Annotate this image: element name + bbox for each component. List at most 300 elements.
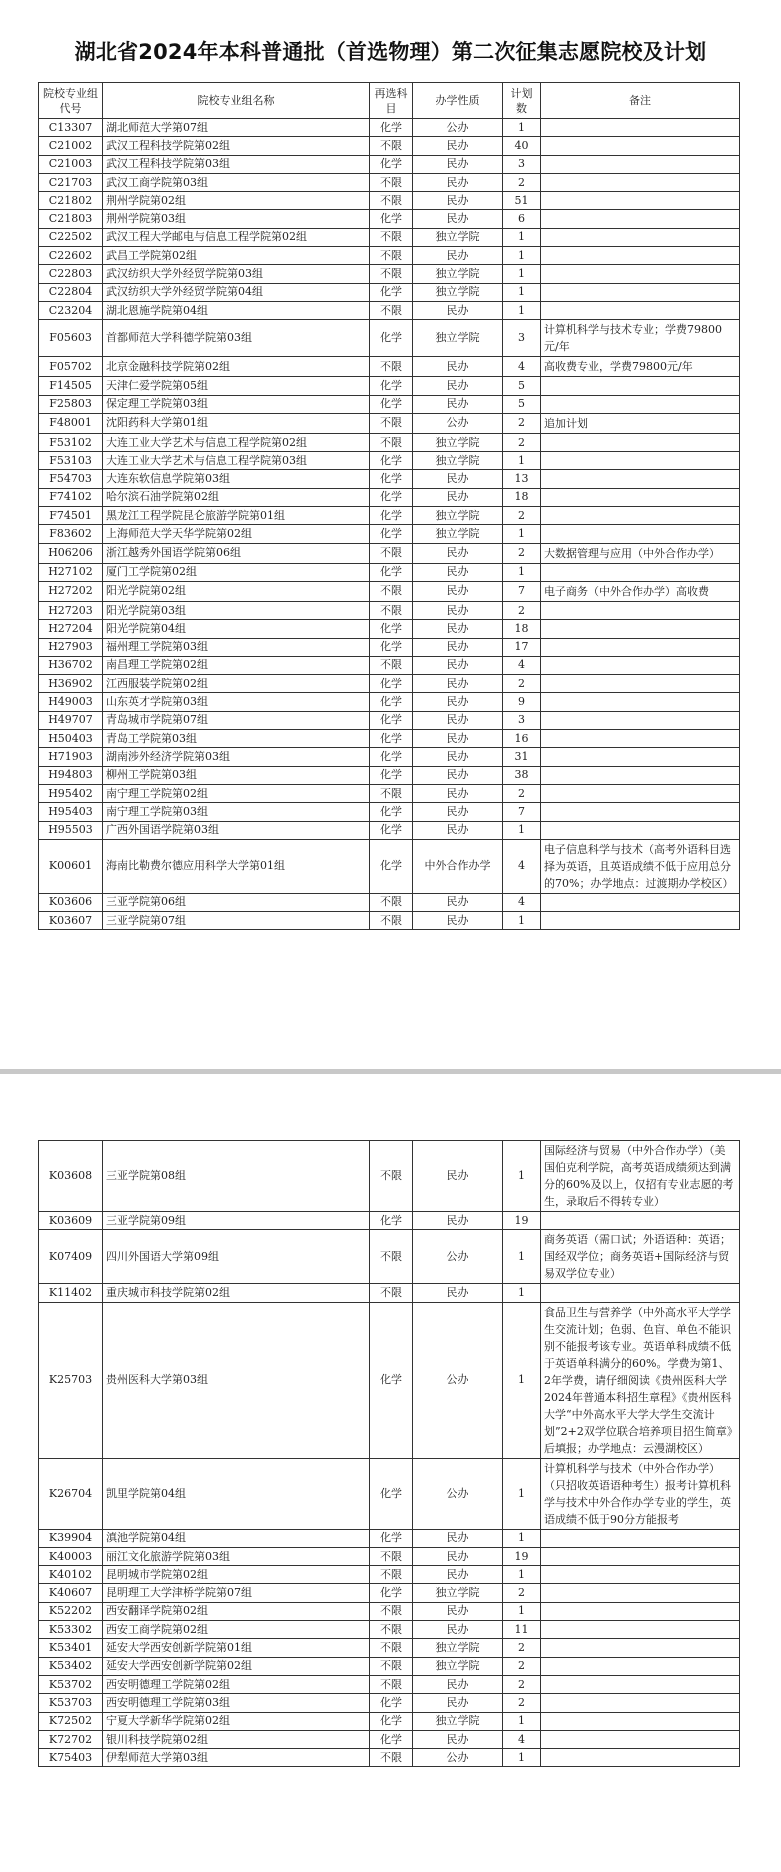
cell-name: 福州理工学院第03组 [103, 638, 370, 656]
table-row [39, 283, 740, 301]
cell-count: 1 [503, 1749, 541, 1767]
cell-name: 首都师范大学科德学院第03组 [103, 320, 370, 357]
cell-count: 9 [503, 693, 541, 711]
cell-name: 武汉纺织大学外经贸学院第04组 [103, 283, 370, 301]
cell-note [541, 601, 740, 619]
table-row [39, 711, 740, 729]
cell-type: 民办 [413, 1284, 503, 1302]
cell-count: 4 [503, 839, 541, 893]
cell-code: K25703 [39, 1302, 103, 1458]
table-row [39, 638, 740, 656]
cell-count: 1 [503, 228, 541, 246]
cell-subject: 化学 [370, 452, 413, 470]
cell-subject: 不限 [370, 247, 413, 265]
cell-name: 凯里学院第04组 [103, 1458, 370, 1529]
cell-name: 南宁理工学院第03组 [103, 803, 370, 821]
cell-note [541, 1675, 740, 1693]
cell-type: 民办 [413, 1141, 503, 1212]
cell-name: 西安明德理工学院第02组 [103, 1675, 370, 1693]
cell-subject: 化学 [370, 210, 413, 228]
cell-type: 独立学院 [413, 1584, 503, 1602]
cell-code: K00601 [39, 839, 103, 893]
cell-note [541, 1566, 740, 1584]
cell-name: 武汉工程科技学院第02组 [103, 137, 370, 155]
cell-note [541, 1547, 740, 1565]
cell-note [541, 693, 740, 711]
cell-count: 1 [503, 265, 541, 283]
cell-note [541, 1694, 740, 1712]
cell-count: 4 [503, 357, 541, 377]
cell-type: 独立学院 [413, 320, 503, 357]
cell-code: K72502 [39, 1712, 103, 1730]
cell-count: 16 [503, 730, 541, 748]
table-row [39, 1458, 740, 1529]
cell-code: K03606 [39, 893, 103, 911]
table-row [39, 693, 740, 711]
table-row [39, 1602, 740, 1620]
cell-code: H27903 [39, 638, 103, 656]
cell-name: 柳州工学院第03组 [103, 766, 370, 784]
cell-name: 伊犁师范大学第03组 [103, 1749, 370, 1767]
cell-count: 17 [503, 638, 541, 656]
cell-count: 1 [503, 912, 541, 930]
cell-count: 2 [503, 1584, 541, 1602]
cell-note: 国际经济与贸易（中外合作办学）（美国伯克利学院，高考英语成绩须达到满分的60%及以上，仅招有专业志愿的考生，录取后不得转专业） [541, 1141, 740, 1212]
cell-name: 海南比勒费尔德应用科学大学第01组 [103, 839, 370, 893]
cell-code: H27202 [39, 581, 103, 601]
cell-subject: 化学 [370, 470, 413, 488]
cell-type: 独立学院 [413, 507, 503, 525]
cell-subject: 化学 [370, 119, 413, 137]
cell-note [541, 433, 740, 451]
cell-type: 独立学院 [413, 525, 503, 543]
cell-subject: 化学 [370, 730, 413, 748]
cell-note [541, 675, 740, 693]
table-row [39, 1694, 740, 1712]
cell-count: 1 [503, 452, 541, 470]
cell-subject: 化学 [370, 693, 413, 711]
cell-type: 民办 [413, 693, 503, 711]
cell-note [541, 638, 740, 656]
cell-subject: 不限 [370, 192, 413, 210]
cell-code: K53402 [39, 1657, 103, 1675]
cell-subject: 不限 [370, 543, 413, 563]
table-row [39, 543, 740, 563]
cell-note: 计算机科学与技术（中外合作办学）（只招收英语语种考生）报考计算机科学与技术中外合作办学专业的学生，英语成绩不低于90分方能报考 [541, 1458, 740, 1529]
cell-note [541, 488, 740, 506]
cell-note [541, 265, 740, 283]
cell-name: 大连工业大学艺术与信息工程学院第02组 [103, 433, 370, 451]
cell-subject: 不限 [370, 1230, 413, 1284]
cell-name: 青岛工学院第03组 [103, 730, 370, 748]
cell-name: 南宁理工学院第02组 [103, 784, 370, 802]
cell-code: H27102 [39, 563, 103, 581]
cell-count: 2 [503, 173, 541, 191]
table-row [39, 1584, 740, 1602]
cell-code: C22602 [39, 247, 103, 265]
cell-count: 2 [503, 1639, 541, 1657]
cell-note [541, 1730, 740, 1748]
cell-code: K53302 [39, 1621, 103, 1639]
cell-subject: 不限 [370, 413, 413, 433]
table-row [39, 1621, 740, 1639]
cell-type: 民办 [413, 1212, 503, 1230]
cell-subject: 化学 [370, 155, 413, 173]
cell-type: 独立学院 [413, 433, 503, 451]
cell-name: 昆明城市学院第02组 [103, 1566, 370, 1584]
cell-type: 民办 [413, 488, 503, 506]
cell-note [541, 1212, 740, 1230]
table-row [39, 247, 740, 265]
cell-code: F53103 [39, 452, 103, 470]
cell-note [541, 730, 740, 748]
table-row [39, 912, 740, 930]
cell-subject: 化学 [370, 283, 413, 301]
table-row [39, 766, 740, 784]
cell-subject: 不限 [370, 601, 413, 619]
cell-count: 19 [503, 1212, 541, 1230]
table-row [39, 1302, 740, 1458]
cell-count: 1 [503, 1602, 541, 1620]
cell-type: 民办 [413, 601, 503, 619]
cell-type: 民办 [413, 192, 503, 210]
table-row [39, 803, 740, 821]
cell-note [541, 247, 740, 265]
cell-subject: 不限 [370, 581, 413, 601]
cell-type: 民办 [413, 821, 503, 839]
table-row [39, 265, 740, 283]
cell-note [541, 301, 740, 319]
cell-code: H50403 [39, 730, 103, 748]
cell-subject: 化学 [370, 711, 413, 729]
cell-count: 4 [503, 893, 541, 911]
cell-count: 1 [503, 525, 541, 543]
cell-type: 独立学院 [413, 228, 503, 246]
cell-subject: 不限 [370, 912, 413, 930]
cell-note: 电子商务（中外合作办学）高收费 [541, 581, 740, 601]
table-header-row [39, 83, 740, 119]
cell-count: 1 [503, 1712, 541, 1730]
cell-code: H95503 [39, 821, 103, 839]
cell-subject: 化学 [370, 395, 413, 413]
cell-count: 1 [503, 821, 541, 839]
table-row [39, 228, 740, 246]
cell-code: F48001 [39, 413, 103, 433]
cell-count: 5 [503, 377, 541, 395]
table-row [39, 1639, 740, 1657]
cell-subject: 化学 [370, 803, 413, 821]
cell-code: K03608 [39, 1141, 103, 1212]
cell-note [541, 620, 740, 638]
cell-type: 公办 [413, 1749, 503, 1767]
document-title: 湖北省2024年本科普通批（首选物理）第二次征集志愿院校及计划 [74, 40, 707, 64]
cell-count: 1 [503, 1141, 541, 1212]
table-row [39, 192, 740, 210]
cell-name: 上海师范大学天华学院第02组 [103, 525, 370, 543]
cell-name: 天津仁爱学院第05组 [103, 377, 370, 395]
cell-type: 民办 [413, 301, 503, 319]
table-row [39, 563, 740, 581]
cell-name: 三亚学院第06组 [103, 893, 370, 911]
cell-name: 延安大学西安创新学院第02组 [103, 1657, 370, 1675]
cell-count: 51 [503, 192, 541, 210]
cell-type: 民办 [413, 1602, 503, 1620]
cell-name: 丽江文化旅游学院第03组 [103, 1547, 370, 1565]
table-row [39, 839, 740, 893]
cell-code: H95402 [39, 784, 103, 802]
cell-count: 1 [503, 119, 541, 137]
cell-code: C21802 [39, 192, 103, 210]
cell-name: 沈阳药科大学第01组 [103, 413, 370, 433]
cell-type: 民办 [413, 1621, 503, 1639]
header-code: 院校专业组代号 [39, 83, 103, 119]
table-row [39, 357, 740, 377]
cell-code: C22804 [39, 283, 103, 301]
cell-code: F25803 [39, 395, 103, 413]
cell-name: 荆州学院第03组 [103, 210, 370, 228]
cell-subject: 不限 [370, 1621, 413, 1639]
cell-subject: 化学 [370, 488, 413, 506]
cell-code: C21002 [39, 137, 103, 155]
cell-count: 1 [503, 1230, 541, 1284]
cell-subject: 化学 [370, 507, 413, 525]
cell-type: 民办 [413, 581, 503, 601]
cell-subject: 化学 [370, 675, 413, 693]
cell-note [541, 137, 740, 155]
table-row [39, 470, 740, 488]
table-row [39, 1212, 740, 1230]
table-row [39, 452, 740, 470]
cell-code: K52202 [39, 1602, 103, 1620]
table-row [39, 730, 740, 748]
cell-count: 2 [503, 1694, 541, 1712]
cell-type: 民办 [413, 912, 503, 930]
cell-count: 1 [503, 563, 541, 581]
cell-subject: 不限 [370, 656, 413, 674]
cell-code: H27203 [39, 601, 103, 619]
cell-type: 民办 [413, 1566, 503, 1584]
table-row [39, 377, 740, 395]
cell-count: 3 [503, 320, 541, 357]
table-row [39, 155, 740, 173]
cell-name: 武汉工商学院第03组 [103, 173, 370, 191]
cell-code: F53102 [39, 433, 103, 451]
table-row [39, 210, 740, 228]
header-subject: 再选科目 [370, 83, 413, 119]
cell-count: 38 [503, 766, 541, 784]
cell-name: 大连东软信息学院第03组 [103, 470, 370, 488]
cell-note [541, 1529, 740, 1547]
table-row [39, 507, 740, 525]
cell-type: 民办 [413, 675, 503, 693]
cell-name: 贵州医科大学第03组 [103, 1302, 370, 1458]
cell-subject: 化学 [370, 766, 413, 784]
cell-count: 4 [503, 1730, 541, 1748]
cell-note [541, 377, 740, 395]
cell-count: 11 [503, 1621, 541, 1639]
cell-count: 1 [503, 301, 541, 319]
table-row [39, 1749, 740, 1767]
cell-subject: 化学 [370, 377, 413, 395]
cell-type: 独立学院 [413, 1657, 503, 1675]
cell-count: 3 [503, 711, 541, 729]
cell-type: 公办 [413, 413, 503, 433]
cell-name: 三亚学院第07组 [103, 912, 370, 930]
cell-subject: 化学 [370, 748, 413, 766]
cell-note [541, 395, 740, 413]
cell-count: 31 [503, 748, 541, 766]
cell-code: K72702 [39, 1730, 103, 1748]
cell-type: 民办 [413, 748, 503, 766]
cell-subject: 化学 [370, 638, 413, 656]
cell-count: 2 [503, 413, 541, 433]
cell-type: 民办 [413, 1730, 503, 1748]
cell-note [541, 784, 740, 802]
cell-count: 1 [503, 247, 541, 265]
cell-type: 民办 [413, 210, 503, 228]
cell-note [541, 766, 740, 784]
cell-code: K39904 [39, 1529, 103, 1547]
cell-type: 民办 [413, 543, 503, 563]
cell-count: 1 [503, 1302, 541, 1458]
cell-name: 阳光学院第04组 [103, 620, 370, 638]
table-body-page-1 [39, 119, 740, 930]
cell-name: 三亚学院第08组 [103, 1141, 370, 1212]
table-row [39, 1566, 740, 1584]
cell-name: 荆州学院第02组 [103, 192, 370, 210]
cell-subject: 不限 [370, 173, 413, 191]
cell-code: C22502 [39, 228, 103, 246]
cell-type: 中外合作办学 [413, 839, 503, 893]
table-row [39, 821, 740, 839]
cell-type: 公办 [413, 119, 503, 137]
cell-code: K40102 [39, 1566, 103, 1584]
document-page-2 [0, 1074, 781, 1872]
cell-code: C23204 [39, 301, 103, 319]
table-row [39, 137, 740, 155]
cell-note [541, 893, 740, 911]
cell-subject: 不限 [370, 1639, 413, 1657]
cell-code: C21003 [39, 155, 103, 173]
cell-code: C21803 [39, 210, 103, 228]
cell-note: 计算机科学与技术专业；学费79800元/年 [541, 320, 740, 357]
cell-type: 民办 [413, 638, 503, 656]
cell-code: H06206 [39, 543, 103, 563]
cell-note [541, 803, 740, 821]
cell-count: 18 [503, 620, 541, 638]
cell-count: 2 [503, 784, 541, 802]
cell-note: 大数据管理与应用（中外合作办学） [541, 543, 740, 563]
cell-count: 1 [503, 1529, 541, 1547]
table-row [39, 413, 740, 433]
cell-code: K53401 [39, 1639, 103, 1657]
cell-count: 2 [503, 543, 541, 563]
cell-name: 四川外国语大学第09组 [103, 1230, 370, 1284]
cell-name: 西安翻译学院第02组 [103, 1602, 370, 1620]
cell-note [541, 210, 740, 228]
table-row [39, 525, 740, 543]
cell-type: 独立学院 [413, 452, 503, 470]
cell-code: C21703 [39, 173, 103, 191]
cell-subject: 化学 [370, 1212, 413, 1230]
cell-count: 2 [503, 601, 541, 619]
cell-note [541, 507, 740, 525]
table-row [39, 320, 740, 357]
table-row [39, 601, 740, 619]
cell-count: 4 [503, 656, 541, 674]
cell-subject: 化学 [370, 821, 413, 839]
cell-name: 保定理工学院第03组 [103, 395, 370, 413]
cell-note [541, 711, 740, 729]
cell-count: 3 [503, 155, 541, 173]
cell-type: 民办 [413, 1529, 503, 1547]
cell-type: 公办 [413, 1458, 503, 1529]
cell-note [541, 1621, 740, 1639]
cell-type: 民办 [413, 1694, 503, 1712]
cell-code: K75403 [39, 1749, 103, 1767]
cell-note: 食品卫生与营养学（中外高水平大学学生交流计划；色弱、色盲、单色不能识别不能报考该专业。英语单科成绩不低于英语单科满分的60%。学费为第1、2年学费，请仔细阅读《贵州医科大学2024年普通本科招生章程》《贵州医科大学“中外高水平大学大学生交流计划”2+2双学位联合培养项目招生简章》后填报；办学地点：云漫湖校区） [541, 1302, 740, 1458]
cell-name: 武汉工程科技学院第03组 [103, 155, 370, 173]
table-row [39, 1284, 740, 1302]
cell-count: 18 [503, 488, 541, 506]
cell-count: 2 [503, 507, 541, 525]
cell-type: 民办 [413, 784, 503, 802]
cell-type: 民办 [413, 711, 503, 729]
cell-name: 厦门工学院第02组 [103, 563, 370, 581]
cell-subject: 化学 [370, 525, 413, 543]
cell-subject: 不限 [370, 1284, 413, 1302]
cell-note [541, 1657, 740, 1675]
table-row [39, 173, 740, 191]
cell-subject: 化学 [370, 320, 413, 357]
table-row [39, 1657, 740, 1675]
cell-subject: 不限 [370, 228, 413, 246]
header-name: 院校专业组名称 [103, 83, 370, 119]
cell-type: 民办 [413, 563, 503, 581]
cell-code: K07409 [39, 1230, 103, 1284]
cell-type: 民办 [413, 656, 503, 674]
cell-name: 阳光学院第02组 [103, 581, 370, 601]
cell-subject: 不限 [370, 1547, 413, 1565]
table-row [39, 1230, 740, 1284]
cell-name: 江西服装学院第02组 [103, 675, 370, 693]
cell-type: 独立学院 [413, 1712, 503, 1730]
cell-name: 广西外国语学院第03组 [103, 821, 370, 839]
cell-name: 武昌工学院第02组 [103, 247, 370, 265]
cell-note [541, 563, 740, 581]
cell-subject: 不限 [370, 433, 413, 451]
cell-code: F05702 [39, 357, 103, 377]
admission-plan-table-page-2 [38, 1140, 740, 1767]
cell-count: 6 [503, 210, 541, 228]
cell-note [541, 1639, 740, 1657]
cell-name: 三亚学院第09组 [103, 1212, 370, 1230]
table-row [39, 1529, 740, 1547]
cell-note [541, 283, 740, 301]
cell-type: 民办 [413, 766, 503, 784]
cell-type: 民办 [413, 803, 503, 821]
cell-count: 13 [503, 470, 541, 488]
cell-code: H71903 [39, 748, 103, 766]
cell-note [541, 656, 740, 674]
cell-code: K53702 [39, 1675, 103, 1693]
cell-name: 阳光学院第03组 [103, 601, 370, 619]
cell-type: 民办 [413, 730, 503, 748]
cell-note: 商务英语（需口试；外语语种：英语；国经双学位；商务英语+国际经济与贸易双学位专业） [541, 1230, 740, 1284]
table-row [39, 620, 740, 638]
cell-count: 19 [503, 1547, 541, 1565]
cell-type: 民办 [413, 893, 503, 911]
